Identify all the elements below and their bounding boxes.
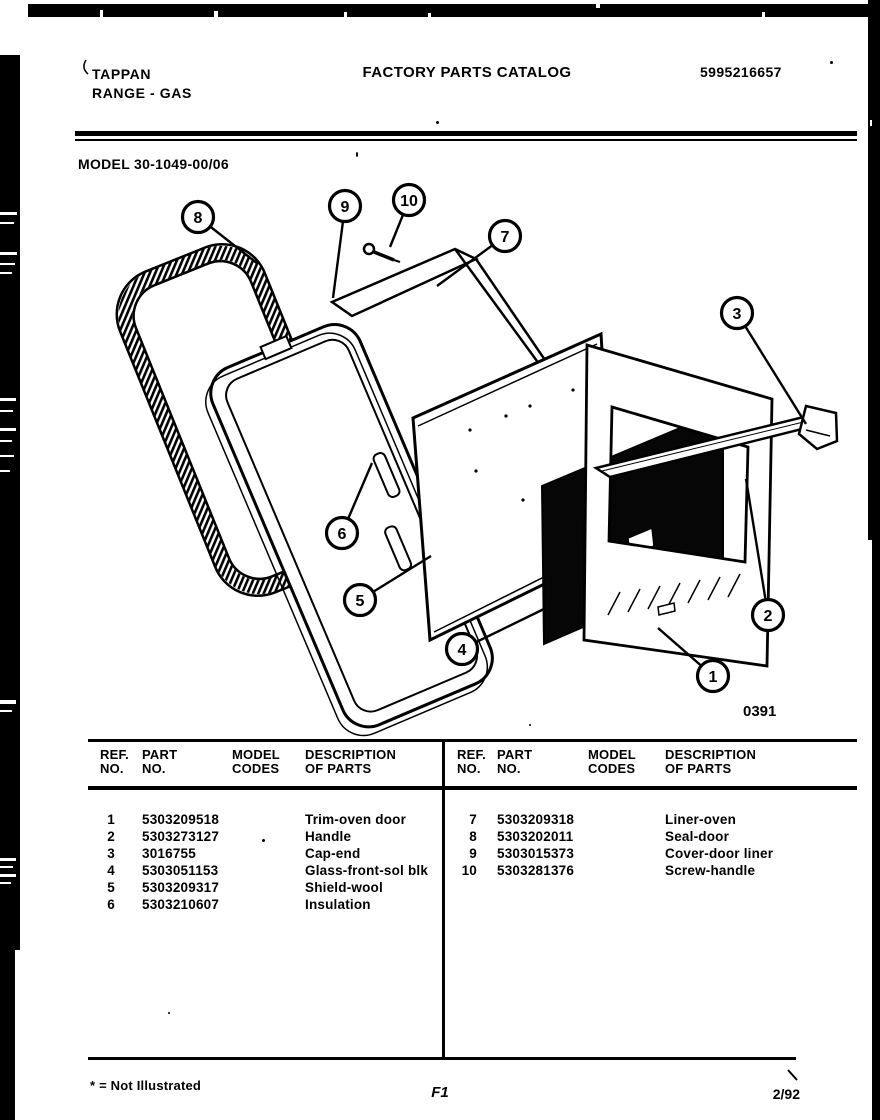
cell-description: Insulation xyxy=(305,897,371,912)
cell-ref-no: 9 xyxy=(469,846,477,861)
col-header-part: PART NO. xyxy=(142,747,178,776)
parts-table-left xyxy=(88,739,442,1060)
document-number: 5995216657 xyxy=(700,64,782,80)
brand-name: TAPPAN xyxy=(92,66,152,82)
cell-ref-no: 1 xyxy=(107,812,115,827)
page-title: FACTORY PARTS CATALOG xyxy=(362,64,572,81)
table-row xyxy=(88,897,442,914)
cell-description: Screw-handle xyxy=(665,863,756,878)
col-header-model: MODEL CODES xyxy=(232,747,280,776)
cell-ref-no: 3 xyxy=(107,846,115,861)
table-row xyxy=(443,863,857,880)
callout-number-10: 10 xyxy=(400,192,418,210)
cell-part-no: 5303281376 xyxy=(497,863,575,878)
col-header-part: PART NO. xyxy=(497,747,533,776)
callout-number-6: 6 xyxy=(337,525,347,543)
page-code: F1 xyxy=(431,1084,449,1101)
table-row xyxy=(443,846,857,863)
col-header-desc: DESCRIPTION OF PARTS xyxy=(665,747,757,776)
callout-number-9: 9 xyxy=(340,198,350,216)
callout-number-5: 5 xyxy=(355,592,365,610)
cell-part-no: 5303209317 xyxy=(142,880,220,895)
cell-ref-no: 10 xyxy=(461,863,477,878)
cell-ref-no: 2 xyxy=(107,829,115,844)
cell-ref-no: 4 xyxy=(107,863,115,878)
figure-code: 0391 xyxy=(743,703,777,720)
cell-part-no: 5303051153 xyxy=(142,863,219,878)
table-row xyxy=(88,812,442,829)
table-row xyxy=(88,829,442,846)
cell-part-no: 5303202011 xyxy=(497,829,574,844)
col-header-ref: REF. NO. xyxy=(457,747,486,776)
cell-part-no: 5303015373 xyxy=(497,846,575,861)
callout-number-8: 8 xyxy=(193,209,203,227)
cell-ref-no: 7 xyxy=(469,812,477,827)
table-row xyxy=(88,863,442,880)
parts-table-right xyxy=(443,739,857,1060)
cell-description: Glass-front-sol blk xyxy=(305,863,429,878)
callout-number-3: 3 xyxy=(732,305,742,323)
col-header-ref: REF. NO. xyxy=(100,747,129,776)
cell-part-no: 5303209518 xyxy=(142,812,220,827)
scan-tick xyxy=(788,1070,797,1080)
cell-description: Cover-door liner xyxy=(665,846,774,861)
cell-ref-no: 6 xyxy=(107,897,115,912)
callout-number-1: 1 xyxy=(708,668,718,686)
cell-description: Shield-wool xyxy=(305,880,383,895)
cell-description: Trim-oven door xyxy=(305,812,407,827)
cell-part-no: 5303273127 xyxy=(142,829,220,844)
cell-ref-no: 5 xyxy=(107,880,115,895)
cell-part-no: 3016755 xyxy=(142,846,196,861)
table-row xyxy=(443,812,857,829)
cell-description: Liner-oven xyxy=(665,812,737,827)
model-number-line: MODEL 30-1049-00/06 xyxy=(78,156,229,172)
table-row xyxy=(88,846,442,863)
part-screw-handle xyxy=(364,244,400,262)
not-illustrated-note: * = Not Illustrated xyxy=(90,1078,202,1093)
brand-product-line: RANGE - GAS xyxy=(92,85,192,101)
callout-number-7: 7 xyxy=(500,228,510,246)
cell-ref-no: 8 xyxy=(469,829,477,844)
table-row xyxy=(443,829,857,846)
part-cap-end xyxy=(799,406,837,449)
scan-squiggle xyxy=(84,60,88,74)
col-header-desc: DESCRIPTION OF PARTS xyxy=(305,747,397,776)
callout-number-4: 4 xyxy=(457,641,467,659)
cell-part-no: 5303210607 xyxy=(142,897,220,912)
callout-number-2: 2 xyxy=(763,607,773,625)
table-row xyxy=(88,880,442,897)
col-header-model: MODEL CODES xyxy=(588,747,636,776)
cell-part-no: 5303209318 xyxy=(497,812,575,827)
cell-description: Handle xyxy=(305,829,352,844)
date-code: 2/92 xyxy=(772,1086,800,1102)
cell-description: Cap-end xyxy=(305,846,361,861)
cell-description: Seal-door xyxy=(665,829,730,844)
